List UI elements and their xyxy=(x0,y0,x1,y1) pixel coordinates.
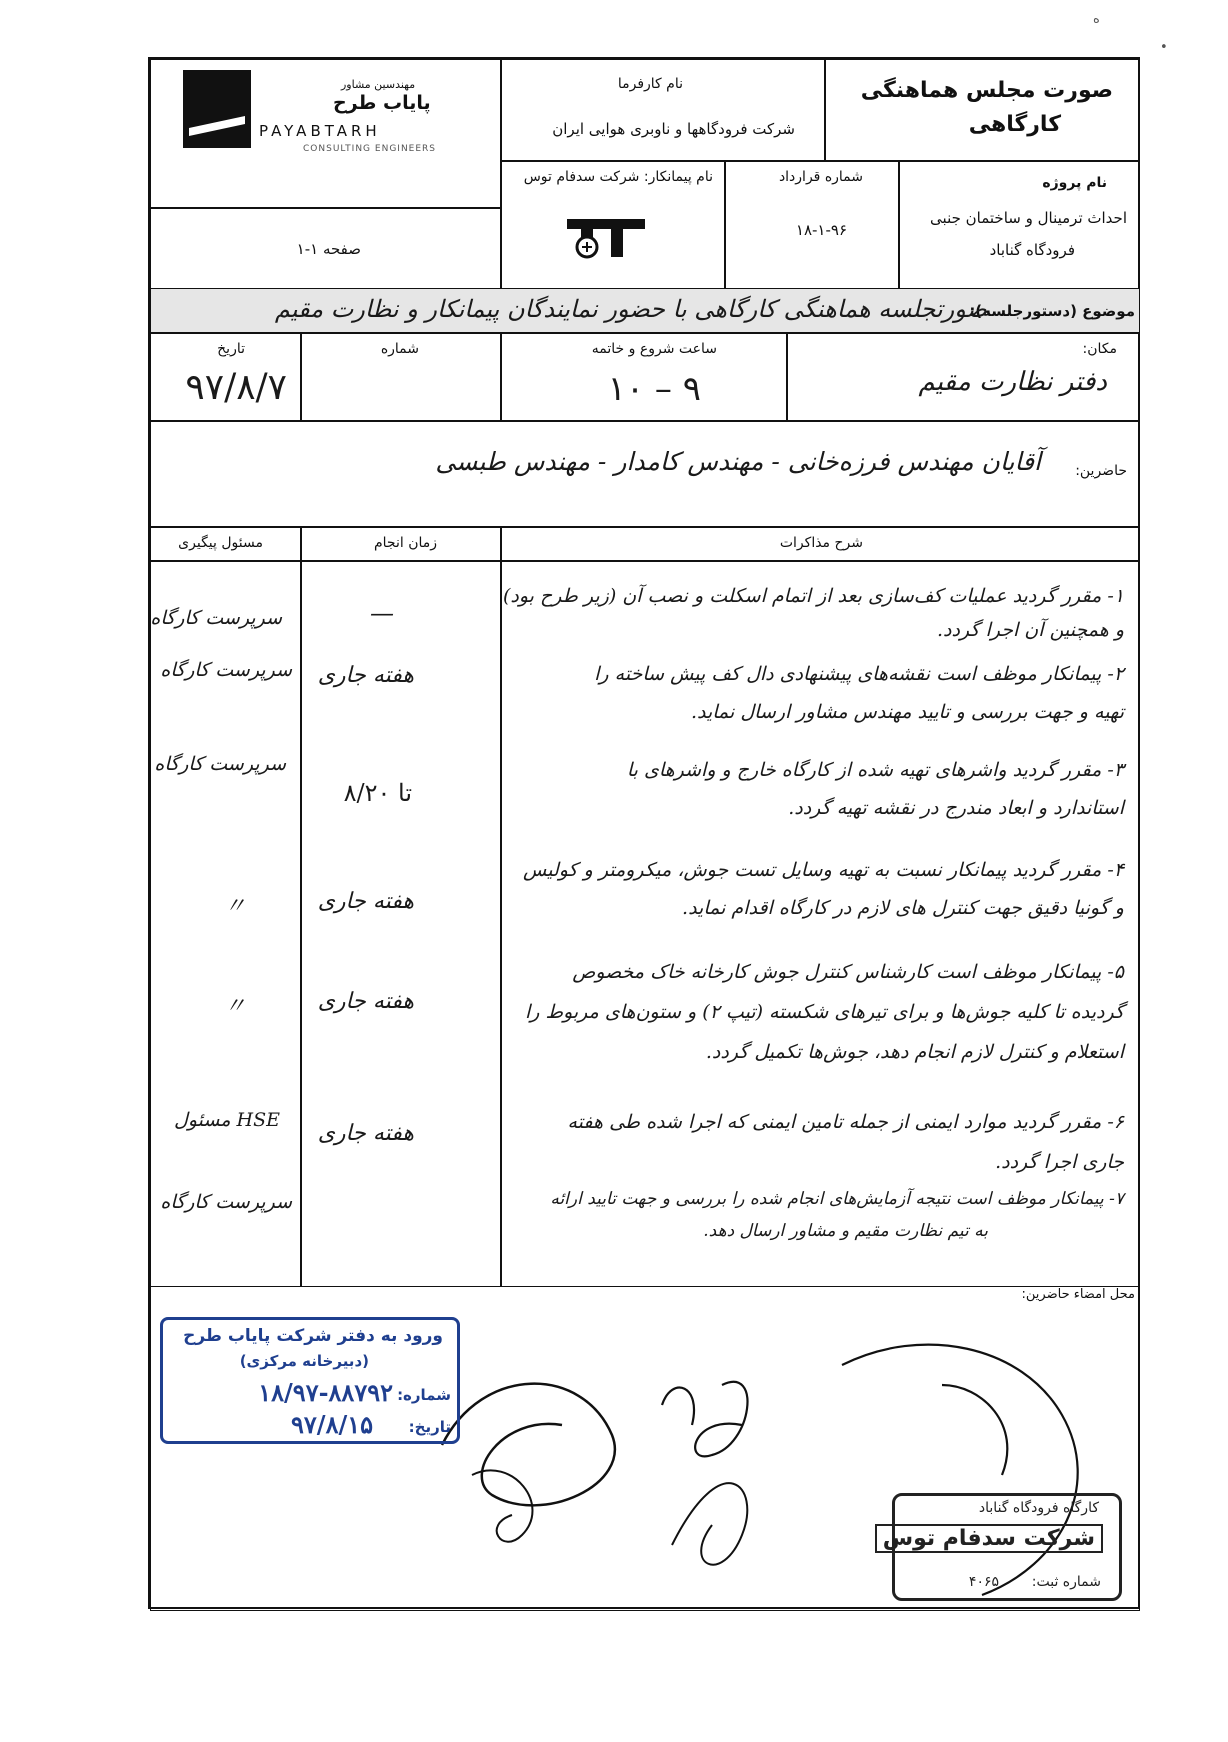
subject-row xyxy=(150,288,1140,334)
registry-number-value: ۱۸/۹۷-۸۸۷۹۲ xyxy=(258,1378,393,1407)
meeting-minutes-form xyxy=(148,57,1140,1609)
contractor-logo-icon xyxy=(563,211,649,263)
time-label: ساعت شروع و خاتمه xyxy=(591,341,717,357)
date-label: تاریخ xyxy=(217,341,245,357)
company-sub-en: CONSULTING ENGINEERS xyxy=(303,144,437,154)
project-cell xyxy=(898,160,1140,290)
company-name-fa: پایاب طرح xyxy=(333,92,431,114)
row-3-responsible: سرپرست کارگاه xyxy=(154,753,286,775)
attendees-label: حاضرین: xyxy=(1075,463,1127,479)
time-cell xyxy=(500,332,788,422)
page-dot-mark: • xyxy=(1160,40,1168,55)
contractor-stamp-line2: شرکت سدفام توس xyxy=(875,1524,1103,1553)
row-5-line-3: استعلام و کنترل لازم انجام دهد، جوش‌ها تکمیل گردد. xyxy=(705,1041,1124,1063)
registry-stamp-title: ورود به دفتر شرکت پایاب طرح xyxy=(183,1326,443,1346)
contractor-cell xyxy=(500,160,726,290)
row-3-time: تا ۸/۲۰ xyxy=(343,779,412,807)
place-label: مکان: xyxy=(1082,341,1117,357)
col-time-header: زمان انجام xyxy=(300,526,502,562)
row-4-responsible: 〃 xyxy=(223,894,246,919)
company-name-en: PAYABTARH xyxy=(259,122,381,140)
row-2-responsible: سرپرست کارگاه xyxy=(160,659,292,681)
payabtarh-logo-icon xyxy=(183,70,251,148)
row-5-time: هفته جاری xyxy=(317,989,414,1014)
form-title-line1: صورت مجلس هماهنگی xyxy=(860,78,1113,103)
row-6-line-2: جاری اجرا گردد. xyxy=(995,1151,1124,1173)
project-line2: فرودگاه گناباد xyxy=(989,241,1075,259)
page-number-cell xyxy=(150,207,502,290)
contractor-label: نام پیمانکار: شرکت سدفام توس xyxy=(523,169,713,185)
contract-number-label: شماره قرارداد xyxy=(778,169,863,185)
company-tagline: مهندسین مشاور xyxy=(341,78,416,91)
time-value: ۹ – ۱۰ xyxy=(607,369,701,409)
row-6-line-1: ۶- مقرر گردید موارد ایمنی از جمله تامین ایمنی که اجرا شده طی هفته xyxy=(567,1111,1124,1133)
employer-label: نام کارفرما xyxy=(617,76,683,92)
employer-value: شرکت فرودگاهها و ناوبری هوایی ایران xyxy=(552,120,795,138)
company-logo-cell xyxy=(150,59,502,209)
row-4-line-2: و گونیا دقیق جهت کنترل های لازم در کارگاه اقدام نماید. xyxy=(682,897,1124,919)
row-2-time: هفته جاری xyxy=(317,663,414,688)
registry-stamp-subtitle: (دبیرخانه مرکزی) xyxy=(239,1352,369,1370)
number-cell xyxy=(300,332,502,422)
subject-value: صورتجلسه هماهنگی کارگاهی با حضور نمایندگان پیمانکار و نظارت مقیم xyxy=(274,295,987,323)
row-7-responsible: سرپرست کارگاه xyxy=(160,1191,292,1213)
place-value: دفتر نظارت مقیم xyxy=(918,367,1107,397)
row-5-line-2: گردیده تا کلیه جوش‌ها و برای تیرهای شکسته (تیپ ۲) و ستون‌های مربوط را xyxy=(525,1001,1124,1023)
row-4-line-1: ۴- مقرر گردید پیمانکار نسبت به تهیه وسایل تست جوش، میکرومتر و کولیس xyxy=(523,859,1124,881)
registry-number-label: شماره: xyxy=(397,1386,451,1404)
row-1-time: — xyxy=(370,599,394,627)
registry-date-label: تاریخ: xyxy=(408,1418,451,1436)
page-number: صفحه ۱-۱ xyxy=(296,240,361,258)
employer-cell xyxy=(500,59,826,162)
attendees-row xyxy=(150,420,1140,528)
project-line1: احداث ترمینال و ساختمان جنبی xyxy=(930,209,1127,227)
row-1-line-2: و همچنین آن اجرا گردد. xyxy=(936,619,1124,641)
row-3-line-1: ۳- مقرر گردید واشرهای تهیه شده از کارگاه خارج و واشرهای با xyxy=(626,759,1124,781)
contractor-stamp xyxy=(882,1493,1122,1601)
date-value: ۹۷/۸/۷ xyxy=(185,367,287,408)
attendees-value: آقایان مهندس فرزه‌خانی - مهندس کامدار - مهندس طبسی xyxy=(435,447,1041,476)
subject-label: موضوع (دستورجلسه): xyxy=(969,302,1135,320)
contractor-stamp-line1: کارگاه فرودگاه گناباد xyxy=(978,1500,1099,1516)
row-7-line-1: ۷- پیمانکار موظف است نتیجه آزمایش‌های انجام شده را بررسی و جهت تایید ارائه xyxy=(550,1189,1124,1209)
form-title-line2: کارگاهی xyxy=(968,112,1061,137)
form-title-cell xyxy=(824,59,1140,162)
row-7-line-2: به تیم نظارت مقیم و مشاور ارسال دهد. xyxy=(703,1221,988,1241)
row-6-time: هفته جاری xyxy=(317,1121,414,1146)
page-corner-mark: ه xyxy=(1093,12,1100,27)
contractor-stamp-reg-label: شماره ثبت: xyxy=(1031,1574,1101,1590)
contract-number-cell xyxy=(724,160,900,290)
project-label: نام پروژه xyxy=(1042,175,1107,191)
number-label: شماره xyxy=(380,341,419,357)
row-6-responsible: مسئول HSE xyxy=(174,1109,280,1131)
row-1-responsible: سرپرست کارگاه xyxy=(150,607,282,629)
registry-date-value: ۹۷/۸/۱۵ xyxy=(291,1410,373,1439)
row-2-line-1: ۲- پیمانکار موظف است نقشه‌های پیشنهادی دال کف پیش ساخته را xyxy=(594,663,1124,685)
date-cell xyxy=(150,332,302,422)
row-1-line-1: ۱- مقرر گردید عملیات کف‌سازی بعد از اتمام اسکلت و نصب آن (زیر طرح بود) xyxy=(502,585,1124,607)
row-2-line-2: تهیه و جهت بررسی و تایید مهندس مشاور ارسال نماید. xyxy=(690,701,1124,723)
contractor-stamp-reg-value: ۴۰۶۵ xyxy=(968,1574,999,1590)
row-3-line-2: استاندارد و ابعاد مندرج در نقشه تهیه گردد. xyxy=(788,797,1124,819)
row-4-time: هفته جاری xyxy=(317,889,414,914)
row-5-responsible: 〃 xyxy=(223,994,246,1019)
col-description-header: شرح مذاکرات xyxy=(500,526,1140,562)
contract-number-value: ۱۸-۱-۹۶ xyxy=(795,221,847,239)
col-responsible-header: مسئول پیگیری xyxy=(150,526,302,562)
place-cell xyxy=(786,332,1140,422)
row-5-line-1: ۵- پیمانکار موظف است کارشناس کنترل جوش کارخانه خاک مخصوص xyxy=(572,961,1124,983)
signatures-label: محل امضاء حاضرین: xyxy=(1021,1287,1135,1302)
registry-stamp xyxy=(160,1317,460,1444)
